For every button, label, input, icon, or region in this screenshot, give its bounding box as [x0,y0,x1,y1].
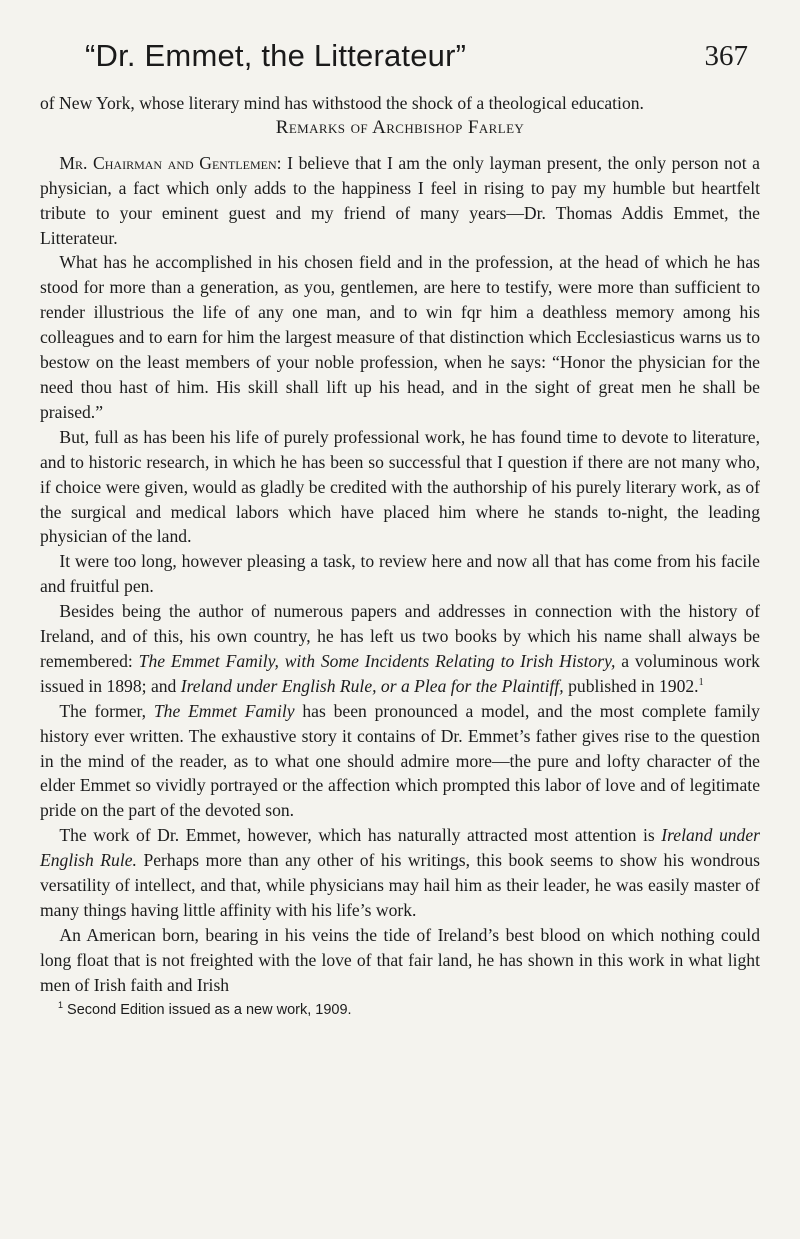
footnote-text: Second Edition issued as a new work, 1909. [63,1001,352,1018]
paragraph: An American born, bearing in his veins the tide of Ireland’s best blood on which nothing could long float that is not freighted with the love of that fair land, he has shown in this work in what light men of Irish faith and Irish [40,924,760,995]
paragraph-text: a voluminous work issued in 1898; and [40,650,760,696]
salutation: Mr. Chairman and Gentlemen: [59,152,282,173]
paragraph-text: has been pronounced a model, and the most complete family history ever written. The exhaustive story it contains of Dr. Emmet’s father gives rise to the question in the mind of the reader, as to what one should admire more—the pure and lofty character of the elder Emmet so vividly portrayed or the affection which prompted this labor of love and of legitimate pride on the part of the devoted son. [40,700,760,821]
running-head-title: “Dr. Emmet, the Litterateur” [85,38,467,73]
paragraph: It were too long, however pleasing a task, to review here and now all that has come from his facile and fruitful pen. [40,551,760,597]
book-title: Ireland under English Rule, or a Plea for the Plaintiff, [180,675,564,696]
section-heading: Remarks of Archbishop Farley [275,116,525,138]
book-title: The Emmet Family, with Some Incidents Relating to Irish History, [138,650,616,671]
paragraph-continued: of New York, whose literary mind has withstood the shock of a theological education. [40,93,644,113]
paragraph-text: published in 1902. [563,675,699,696]
paragraph-text: The former, [59,700,154,721]
paragraph: What has he accomplished in his chosen field and in the profession, at the head of which he has stood for more than a generation, as you, gentlemen, are here to testify, were more than sufficient to render illustrious the life of any one man, and to win fqr him a deathless memory among his colleagues and to earn for him the largest measure of that distinction which Ecclesiasticus warns us to bestow on the least members of your noble profession, when he says: “Honor the physician for the need thou hast of him. His skill shall lift up his head, and in the sight of great men he shall be praised.” [40,252,760,422]
paragraph-text: I believe that I am the only layman present, the only person not a physician, a fact which only adds to the happiness I feel in rising to pay my humble but heartfelt tribute to your eminent guest and my friend of many years—Dr. Thomas Addis Emmet, the Litterateur. [40,152,760,248]
book-title: Ireland under English Rule. [40,825,760,871]
paragraph: But, full as has been his life of purely professional work, he has found time to devote to literature, and to historic research, in which he has been so successful that I question if there are not many who, if choice were given, would as gladly be credited with the authorship of his purely literary work, as of the surgical and medical labors which have placed him where he stands to-night, the leading physician of the land. [40,426,760,547]
footnote [40,999,760,1018]
book-title: The Emmet Family [153,700,295,721]
footnote-marker: 1 [698,676,704,688]
paragraph-books [40,599,760,699]
footnote-mark: 1 [58,999,64,1010]
paragraph-address-opening [40,151,760,251]
paragraph-text: Perhaps more than any other of his writings, this book seems to show his wondrous versatility of intellect, and that, while physicians may hail him as their leader, he was easily master of many things having little affinity with his life’s work. [40,850,760,920]
paragraph-text: The work of Dr. Emmet, however, which has naturally attracted most attention is [59,825,662,846]
running-head [40,38,760,84]
book-page [40,38,760,1018]
paragraph [40,699,760,824]
body-text [40,91,760,998]
page-number: 367 [704,40,748,72]
paragraph-text: Besides being the author of numerous papers and addresses in connection with the history of Ireland, and of this, his own country, he has left us two books by which his name shall always be remembered: [40,601,760,671]
paragraph [40,823,760,923]
